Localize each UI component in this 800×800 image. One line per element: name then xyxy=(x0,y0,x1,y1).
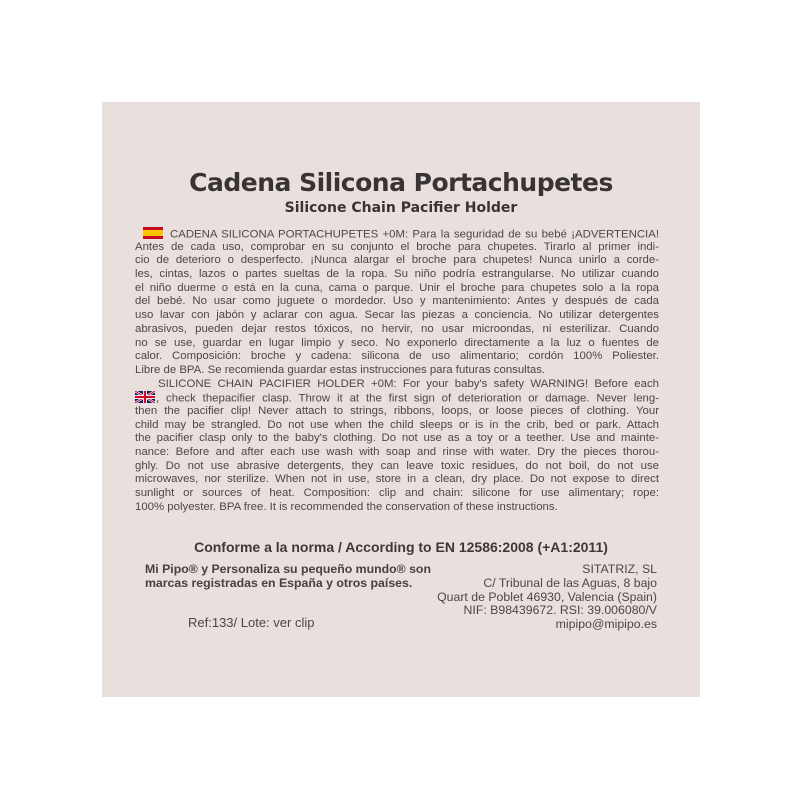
instructions-line-es: Antes de cada uso, comprobar en su conjunto el broche para chupetes. Tirarlo al primer indi- xyxy=(135,240,659,253)
instructions-line-en: microwaves, nor sterilize. When not in use, store in a clean, dry place. Do not expose to direct xyxy=(135,473,659,486)
product-label xyxy=(102,102,700,697)
company-name: SITATRIZ, SL xyxy=(582,562,657,576)
instructions-line-en xyxy=(135,391,659,405)
trademark-line: Mi Pipo® y Personaliza su pequeño mundo® son xyxy=(145,562,431,576)
instructions-line-en: child may be strangled. Do not use when the child sleeps or is in the crib, bed or park. Attach xyxy=(135,418,659,431)
instructions-text xyxy=(135,227,659,514)
company-email: mipipo@mipipo.es xyxy=(555,617,657,632)
company-address xyxy=(357,563,657,632)
instructions-line-en: sunlight or sources of heat. Composition: clip and chain: silicone for use alimentary; rope: xyxy=(135,487,659,500)
instructions-line-text: CADENA SILICONA PORTACHUPETES +0M: Para la seguridad de su bebé ¡ADVERTENCIA! xyxy=(170,228,659,241)
instructions-line-en: SILICONE CHAIN PACIFIER HOLDER +0M: For your baby's safety WARNING! Before each xyxy=(158,377,659,390)
instructions-line-es: cio de deterioro o desperfecto. ¡Nunca alargar el broche para chupetes! Nunca unirlo a corde- xyxy=(135,254,659,267)
spain-flag-icon xyxy=(143,227,163,239)
instructions-line-es: les, cintas, lazos o partes sueltas de la ropa. Su niño podría estrangularse. No utilizar cuando xyxy=(135,268,659,281)
uk-flag-icon xyxy=(135,391,155,403)
compliance-statement: Conforme a la norma / According to EN 12586:2008 (+A1:2011) xyxy=(194,539,608,555)
instructions-line-en: the pacifier clasp only to the baby's clothing. Do not use as a toy or a teether. Use and mainte- xyxy=(135,432,659,445)
company-city: Quart de Poblet 46930, Valencia (Spain) xyxy=(437,589,657,604)
instructions-line-es: uso lavar con jabón y aclarar con agua. Secar las piezas a conciencia. No utilizar detergentes xyxy=(135,309,659,322)
instructions-line-es: abrasivos, pueden dejar restos tóxicos, no hervir, no usar microondas, ni esterilizar. Cuando xyxy=(135,322,659,335)
instructions-line-text: , check thepacifier clasp. Throw it at the first sign of deterioration or damage. Never leng- xyxy=(156,392,659,405)
instructions-line-en: then the pacifier clip! Never attach to strings, ribbons, loops, or loose pieces of clothing. Your xyxy=(135,404,659,417)
instructions-line-es: el niño duerme o está en la cuna, cama o parque. Unir el broche para chupetes solo a la ropa xyxy=(135,281,659,294)
trademark-line: marcas registradas en España y otros países. xyxy=(145,575,413,590)
instructions-line-en: 100% polyester. BPA free. It is recommended the conservation of these instructions. xyxy=(135,500,558,513)
instructions-line-es: no se use, guardar en lugar limpio y seco. No exponerlo directamente a la luz o fuentes de xyxy=(135,336,659,349)
product-subtitle: Silicone Chain Pacifier Holder xyxy=(284,200,518,216)
instructions-line-en: nance: Before and after each use wash with soap and rinse with water. Dry the pieces thorou- xyxy=(135,446,659,458)
instructions-line-es xyxy=(135,227,659,241)
instructions-line-es: del bebé. No usar como juguete o mordedor. Uso y mantenimiento: Antes y después de cada xyxy=(135,295,659,308)
instructions-line-en: ghly. Do not use abrasive detergents, they can leave toxic residues, do not boil, do not use xyxy=(135,459,659,472)
company-street: C/ Tribunal de las Aguas, 8 bajo xyxy=(483,575,657,590)
product-title: Cadena Silicona Portachupetes xyxy=(189,168,613,197)
company-nif: NIF: B98439672. RSI: 39.006080/V xyxy=(463,603,657,618)
instructions-line-es: Libre de BPA. Se recomienda guardar estas instrucciones para futuras consultas. xyxy=(135,363,546,376)
instructions-line-es: calor. Composición: broche y cadena: silicona de uso alimentario; cordón 100% Poliester. xyxy=(135,350,659,363)
ref-lot: Ref:133/ Lote: ver clip xyxy=(188,615,315,630)
